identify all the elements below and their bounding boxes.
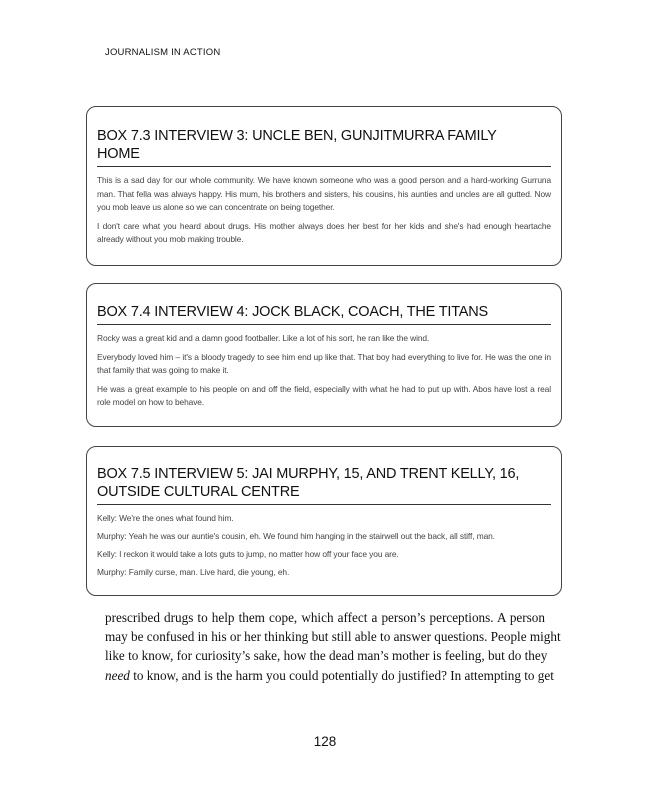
box-interview-4 — [86, 283, 562, 427]
box-paragraph: Everybody loved him – it's a bloody tragedy to see him end up like that. That boy had everything to live for. He was the one in that family that was going to make it. — [97, 351, 551, 375]
dialogue-line: Murphy: Family curse, man. Live hard, die young, eh. — [97, 567, 290, 577]
dialogue-line: Murphy: Yeah he was our auntie's cousin, eh. We found him hanging in the stairwell out the back, all stiff, man. — [97, 531, 495, 541]
body-line-rest: to know, and is the harm you could potentially do justified? In attempting to get — [129, 667, 554, 683]
body-line: may be confused in his or her thinking but still able to answer questions. People might — [105, 629, 561, 645]
box-paragraph: Rocky was a great kid and a damn good footballer. Like a lot of his sort, he ran like the wind. — [97, 333, 430, 343]
running-head: JOURNALISM IN ACTION — [105, 47, 221, 58]
box-body — [97, 167, 551, 247]
box-interview-3 — [86, 106, 562, 266]
dialogue-line: Kelly: I reckon it would take a lots guts to jump, no matter how off your face you are. — [97, 549, 399, 559]
page-number: 128 — [313, 734, 337, 749]
body-line: like to know, for curiosity’s sake, how the dead man’s mother is feeling, but do they — [105, 648, 548, 664]
box-body — [97, 505, 551, 580]
box-paragraph: I don't care what you heard about drugs. His mother always does her best for her kids and she's had enough heartache already without you mob making trouble. — [97, 220, 551, 244]
box-title-line-2: HOME — [97, 146, 140, 162]
box-title-line-1: BOX 7.3 INTERVIEW 3: UNCLE BEN, GUNJITMURRA FAMILY — [97, 128, 497, 144]
body-line — [105, 666, 554, 685]
emphasis-need: need — [105, 667, 130, 683]
box-title — [97, 465, 551, 505]
box-interview-5 — [86, 446, 562, 596]
body-line: prescribed drugs to help them cope, which affect a person’s perceptions. A person — [105, 610, 545, 625]
box-title — [97, 303, 551, 325]
dialogue-line: Kelly: We're the ones what found him. — [97, 513, 234, 523]
box-title-line-2: OUTSIDE CULTURAL CENTRE — [97, 484, 300, 500]
body-paragraph — [105, 608, 561, 685]
box-paragraph: This is a sad day for our whole community. We have known someone who was a good person and a hard-working Gurruna man. That fella was always happy. His mum, his brothers and sisters, his cousins, his aunties and uncles are all gutted. Now you mob leave us alone so we can concentrate on being together. — [97, 175, 551, 212]
box-title-line-1: BOX 7.4 INTERVIEW 4: JOCK BLACK, COACH, THE TITANS — [97, 304, 488, 320]
box-paragraph: He was a great example to his people on and off the field, especially with what he had to put up with. Abos have lost a real role model on how to behave. — [97, 383, 551, 407]
box-title — [97, 127, 551, 167]
box-body — [97, 325, 551, 410]
box-title-line-1: BOX 7.5 INTERVIEW 5: JAI MURPHY, 15, AND TRENT KELLY, 16, — [97, 466, 520, 482]
